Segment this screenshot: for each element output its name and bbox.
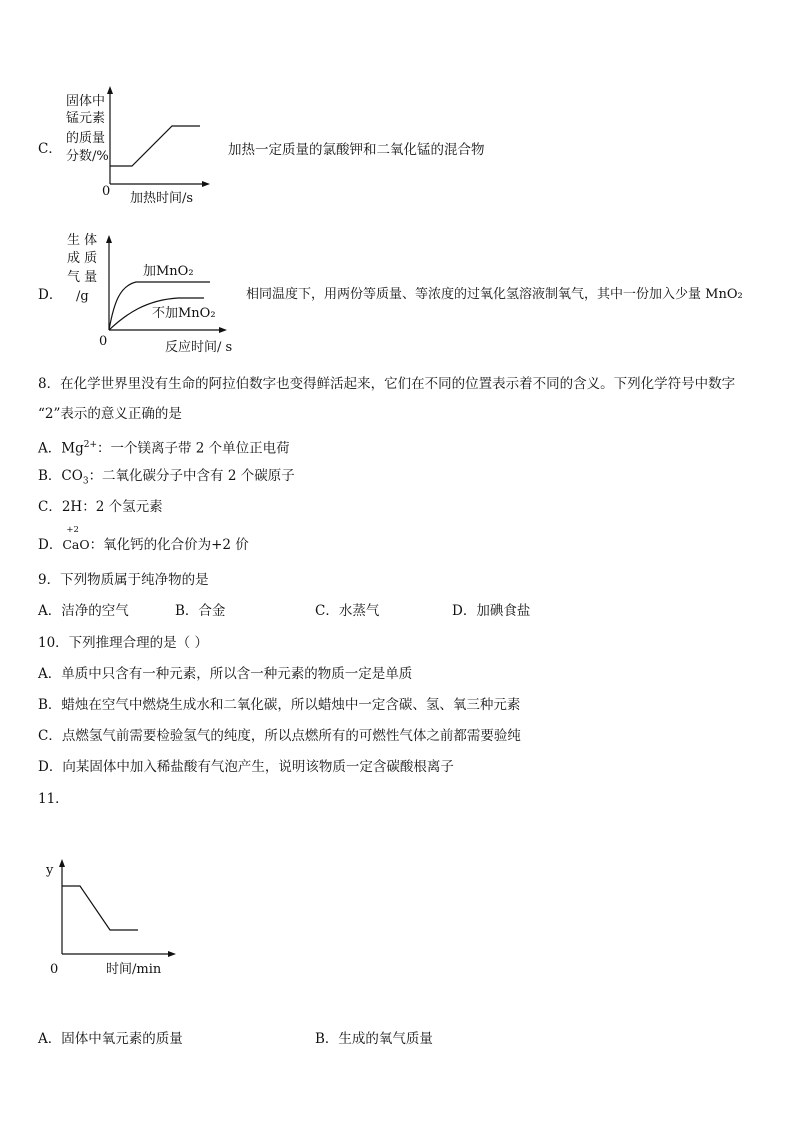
q7d-x-arrow (219, 327, 227, 333)
q7c-y-arrow (107, 86, 113, 94)
q7c-x-arrow (202, 181, 210, 187)
q10-option-b: B．蜡烛在空气中燃烧生成水和二氧化碳，所以蜡烛中一定含碳、氢、氧三种元素 (38, 697, 521, 713)
q11-ylabel: y (46, 863, 54, 878)
q11-curve (62, 886, 138, 930)
q11-y-arrow (59, 859, 65, 867)
q7d-label-without: 不加MnO₂ (152, 306, 216, 321)
q7d-xlabel: 反应时间/ s (165, 340, 233, 355)
q7c-ylabel-3: 的质量 (66, 131, 106, 146)
q8-option-a (38, 436, 290, 458)
q8-d-prefix: D． (38, 537, 63, 553)
q7c-xlabel: 加热时间/s (130, 191, 194, 206)
q7d-y-arrow (106, 235, 112, 243)
q8-option-d (38, 525, 249, 554)
q9-option-b: B．合金 (175, 603, 226, 619)
q8-option-b (38, 467, 295, 491)
q8-a-charge: 2+ (83, 440, 97, 450)
q8-stem-line1: 8．在化学世界里没有生命的阿拉伯数字也变得鲜活起来，它们在不同的位置表示着不同的含义。下列化学符号中数字 (38, 376, 736, 392)
q11-option-a: A．固体中氧元素的质量 (38, 1031, 183, 1047)
q11-origin: 0 (50, 962, 59, 977)
q7c-ylabel-1: 固体中 (66, 94, 106, 109)
q7d-label-with: 加MnO₂ (143, 264, 194, 279)
q7d-origin: 0 (99, 334, 108, 349)
q8-a-prefix: A．Mg (38, 440, 84, 457)
q7d-ylabel-2: 成 质 (67, 251, 98, 266)
q8-stem-line2: “2”表示的意义正确的是 (38, 406, 182, 422)
q8-a-text: ：一个镁离子带 2 个单位正电荷 (97, 440, 290, 457)
q10-option-c: C．点燃氢气前需要检验氢气的纯度，所以点燃所有的可燃性气体之前都需要验纯 (38, 728, 521, 744)
q10-option-a: A．单质中只含有一种元素，所以含一种元素的物质一定是单质 (38, 666, 413, 682)
q10-option-d: D．向某固体中加入稀盐酸有气泡产生，说明该物质一定含碳酸根离子 (38, 759, 454, 775)
q11-option-b: B．生成的氧气质量 (315, 1031, 433, 1047)
q7d-ylabel-1: 生 体 (67, 233, 98, 248)
q7c-origin: 0 (102, 184, 111, 199)
q7c-ylabel-2: 锰元素 (66, 111, 106, 126)
q7d-ylabel-4: /g (76, 289, 89, 304)
q7c-curve (110, 126, 200, 166)
q7-option-d-letter: D． (38, 287, 63, 303)
q9-option-a: A．洁净的空气 (38, 603, 129, 619)
q11-graph (58, 856, 178, 960)
q7d-ylabel-3: 气 量 (67, 270, 98, 285)
q11-x-arrow (168, 951, 176, 957)
q8-b-subscript: 3 (82, 476, 89, 487)
q8-d-text: ：氧化钙的化合价为+2 价 (89, 537, 249, 553)
q8-option-c: C．2H：2 个氢元素 (38, 499, 163, 515)
q7-option-c-desc: 加热一定质量的氯酸钾和二氧化锰的混合物 (228, 142, 485, 158)
q9-stem: 9．下列物质属于纯净物的是 (38, 572, 209, 588)
q9-option-c: C．水蒸气 (315, 603, 380, 619)
q7c-graph (100, 84, 215, 194)
q8-b-prefix: B．CO (38, 468, 83, 484)
q11-stem: 11． (38, 791, 69, 807)
q7-option-d-desc: 相同温度下，用两份等质量、等浓度的过氧化氢溶液制氧气，其中一份加入少量 MnO₂ (246, 287, 743, 302)
q8-b-text: ：二氧化碳分子中含有 2 个碳原子 (88, 468, 295, 484)
q10-stem: 10．下列推理合理的是（ ） (38, 635, 208, 651)
q7-option-c-letter: C． (38, 141, 62, 157)
q7c-ylabel-4: 分数/% (66, 149, 109, 164)
q8-d-valence: +2 (66, 525, 79, 535)
q9-option-d: D．加碘食盐 (452, 603, 531, 619)
q8-d-formula: +2 CaO (62, 525, 90, 552)
q11-xlabel: 时间/min (106, 962, 162, 977)
